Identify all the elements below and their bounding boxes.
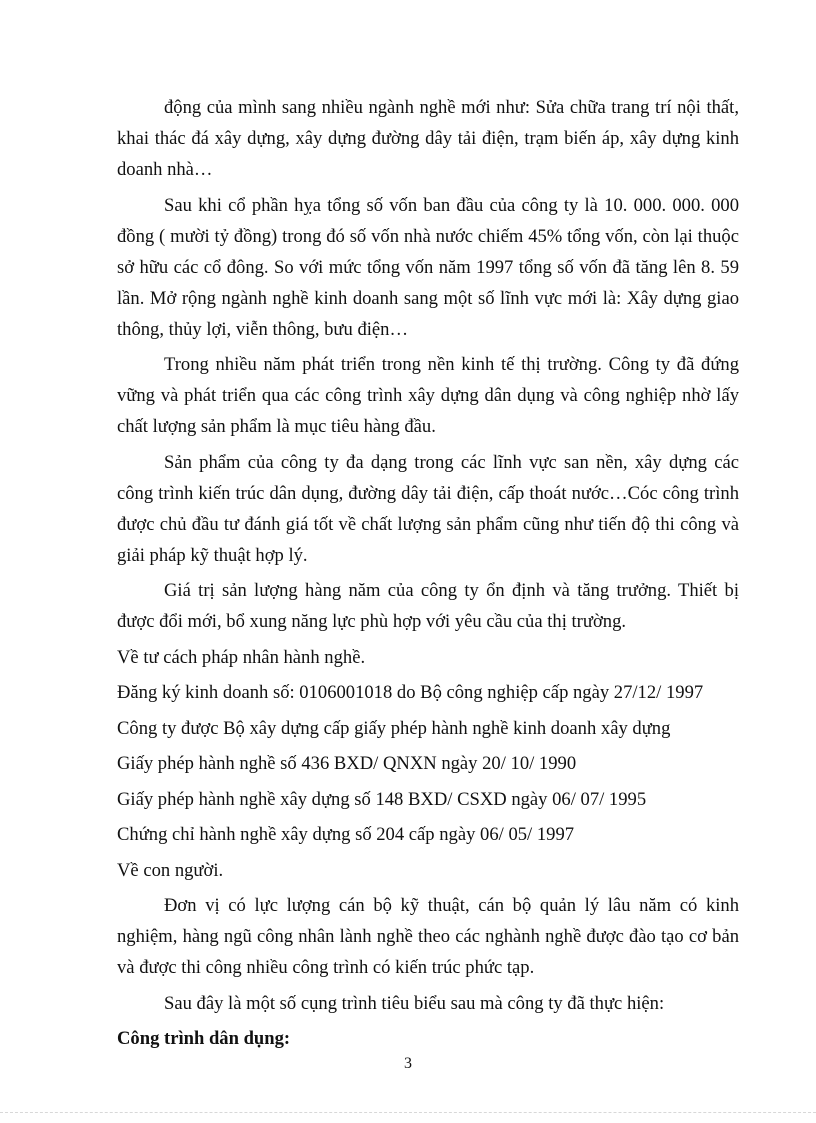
- page-number: 3: [404, 1055, 412, 1072]
- certificate-204-line: Chứng chỉ hành nghề xây dựng số 204 cấp ngày 06/ 05/ 1997: [117, 824, 575, 845]
- legal-status-heading: Về tư cách pháp nhân hành nghề.: [117, 646, 366, 668]
- personnel-heading: Về con người.: [117, 859, 224, 881]
- license-grant-line: Công ty được Bộ xây dựng cấp giấy phép hành nghề kinh doanh xây dựng: [117, 717, 671, 739]
- paragraph: động của mình sang nhiều ngành nghề mới như: Sửa chữa trang trí nội thất, khai thác đá xây dựng, xây dựng đường dây tải điện, trạm biến áp, xây dựng kinh doanh nhà…: [117, 97, 739, 180]
- paragraph: Sau đây là một số cụng trình tiêu biểu sau mà công ty đã thực hiện:: [164, 992, 665, 1014]
- paragraph: Sản phẩm của công ty đa dạng trong các lĩnh vực san nền, xây dựng các công trình kiến trúc dân dụng, đường dây tải điện, cấp thoát nước…Cóc công trình được chủ đầu tư đánh giá tốt về chất lượng sản phẩm cũng như tiến độ thi công và giải pháp kỹ thuật hợp lý.: [117, 451, 739, 566]
- paragraph: Giá trị sản lượng hàng năm của công ty ổn định và tăng trưởng. Thiết bị được đổi mới, bổ xung năng lực phù hợp với yêu cầu của thị trường.: [117, 580, 739, 632]
- paragraph: Trong nhiều năm phát triển trong nền kinh tế thị trường. Công ty đã đứng vững và phát triển qua các công trình xây dựng dân dụng và công nghiệp nhờ lấy chất lượng sản phẩm là mục tiêu hàng đầu.: [117, 354, 739, 437]
- license-436-line: Giấy phép hành nghề số 436 BXD/ QNXN ngày 20/ 10/ 1990: [117, 753, 577, 774]
- section-heading: Công trình dân dụng:: [117, 1028, 291, 1049]
- business-registration-line: Đăng ký kinh doanh số: 0106001018 do Bộ công nghiệp cấp ngày 27/12/ 1997: [117, 682, 704, 703]
- license-148-line: Giấy phép hành nghề xây dựng số 148 BXD/ CSXD ngày 06/ 07/ 1995: [117, 788, 647, 810]
- paragraph: Sau khi cổ phần hỵa tổng số vốn ban đầu của công ty là 10. 000. 000. 000 đồng ( mười tỷ đồng) trong đó số vốn nhà nước chiếm 45% tổng vốn, còn lại thuộc sở hữu các cổ đông. So với mức tổng vốn năm 1997 tổng số vốn đã tăng lên 8. 59 lần. Mở rộng ngành nghề kinh doanh sang một số lĩnh vực mới là: Xây dựng giao thông, thủy lợi, viễn thông, bưu điện…: [117, 194, 739, 340]
- footer-divider: [0, 1112, 816, 1113]
- paragraph: Đơn vị có lực lượng cán bộ kỹ thuật, cán bộ quản lý lâu năm có kinh nghiệm, hàng ngũ công nhân lành nghề theo các nghành nghề được đào tạo cơ bản và được thi công nhiều công trình có kiến trúc phức tạp.: [117, 895, 739, 978]
- document-body: [117, 92, 739, 1054]
